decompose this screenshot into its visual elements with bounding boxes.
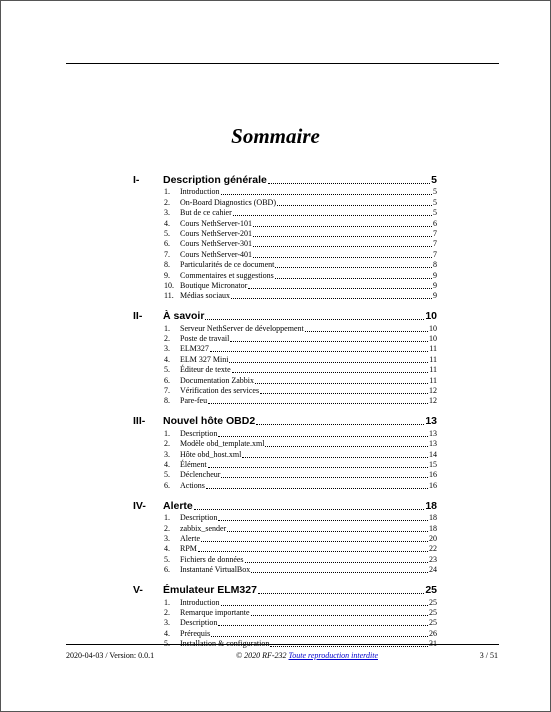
toc-entry-number: 1. — [164, 428, 170, 438]
footer-date-version: 2020-04-03 / Version: 0.0.1 — [66, 651, 155, 660]
toc-entry-page: 25 — [429, 597, 437, 607]
toc-leader-dots — [211, 636, 428, 637]
toc-leader-dots — [218, 436, 428, 437]
toc-leader-dots — [245, 562, 428, 563]
toc-entry-title: Actions — [180, 480, 205, 490]
toc-leader-dots — [253, 236, 432, 237]
toc-section-number: III- — [133, 415, 146, 428]
toc-section-page: 18 — [425, 499, 437, 512]
toc-entry-page: 5 — [433, 208, 437, 218]
toc-entry-number: 7. — [164, 386, 170, 396]
toc-leader-dots — [218, 625, 428, 626]
toc-leader-dots — [255, 383, 428, 384]
toc-entry[interactable] — [133, 353, 437, 363]
toc-leader-dots — [210, 351, 428, 352]
toc-entry-title: Vérification des services — [180, 386, 260, 396]
toc-leader-dots — [270, 646, 428, 647]
toc-entry-number: 3. — [164, 449, 170, 459]
toc-entry-title: ELM 327 Mini — [180, 354, 229, 364]
toc-entry-number: 4. — [164, 544, 170, 554]
toc-entry-title: Alerte — [180, 533, 200, 543]
toc-entry-page: 24 — [429, 565, 437, 575]
toc-entry-title: Prérequis — [180, 628, 211, 638]
toc-leader-dots — [256, 424, 424, 425]
toc-entry-number: 6. — [164, 239, 170, 249]
toc-leader-dots — [305, 331, 428, 332]
toc-entry[interactable] — [133, 269, 437, 279]
toc-entry-page: 23 — [429, 554, 437, 564]
toc-entry-page: 11 — [429, 365, 437, 375]
toc-entry-title: Éditeur de texte — [180, 365, 231, 375]
toc-entry-page: 22 — [429, 544, 437, 554]
toc-entry-page: 11 — [429, 344, 437, 354]
toc-entry[interactable] — [133, 438, 437, 448]
toc-section-page: 5 — [431, 174, 437, 186]
toc-leader-dots — [221, 477, 428, 478]
toc-entry[interactable] — [133, 427, 437, 437]
toc-entry-number: 6. — [164, 565, 170, 575]
toc-section-gap — [133, 405, 437, 413]
toc-entry[interactable] — [133, 259, 437, 269]
toc-entry-number: 5. — [164, 228, 170, 238]
footer-page-number: 3 / 51 — [479, 651, 498, 660]
footer-copyright-text: © 2020 RF-232 — [236, 651, 287, 660]
toc-leader-dots — [277, 205, 432, 206]
toc-entry[interactable] — [133, 228, 437, 238]
toc-section — [133, 582, 437, 648]
toc-entry[interactable] — [133, 196, 437, 206]
header-rule — [66, 63, 499, 64]
toc-entry-number: 6. — [164, 375, 170, 385]
toc-entry-page: 10 — [429, 323, 437, 333]
toc-entry-number: 4. — [164, 354, 170, 364]
toc-leader-dots — [251, 572, 428, 573]
toc-leader-dots — [206, 488, 428, 489]
toc-entry[interactable] — [133, 238, 437, 248]
toc-entry-number: 9. — [164, 270, 170, 280]
toc-leader-dots — [221, 605, 428, 606]
toc-entry[interactable] — [133, 479, 437, 489]
toc-entry[interactable] — [133, 290, 437, 300]
toc-entry[interactable] — [133, 385, 437, 395]
toc-entry-number: 3. — [164, 533, 170, 543]
toc-entry[interactable] — [133, 553, 437, 563]
toc-entry-page: 10 — [429, 334, 437, 344]
toc-entry[interactable] — [133, 512, 437, 522]
toc-leader-dots — [253, 257, 432, 258]
toc-leader-dots — [248, 288, 432, 289]
toc-entry-number: 8. — [164, 260, 170, 270]
toc-entry-number: 4. — [164, 628, 170, 638]
toc-entry-page: 7 — [433, 239, 437, 249]
toc-entry-title: Description — [180, 513, 218, 523]
toc-entry-title: Hôte obd_host.xml — [180, 449, 242, 459]
toc-entry-number: 11. — [164, 291, 174, 301]
toc-section — [133, 498, 437, 582]
toc-entry-page: 5 — [433, 197, 437, 207]
toc-leader-dots — [208, 467, 428, 468]
toc-entry-page: 11 — [429, 354, 437, 364]
toc-leader-dots — [232, 372, 429, 373]
page-title: Sommaire — [231, 124, 320, 148]
toc-entry-title: Élément — [180, 459, 207, 469]
toc-leader-dots — [233, 215, 432, 216]
toc-entry[interactable] — [133, 469, 437, 479]
toc-leader-dots — [258, 593, 424, 594]
toc-section-title: Description générale — [163, 174, 267, 186]
toc-section-heading[interactable] — [133, 308, 437, 322]
toc-entry-title: zabbix_sender — [180, 523, 227, 533]
toc-entry-page: 25 — [429, 607, 437, 617]
toc-entry-page: 7 — [433, 249, 437, 259]
toc-entry-title: Fichiers de données — [180, 554, 244, 564]
toc-entry[interactable] — [133, 564, 437, 574]
toc-entry-title: Particularités de ce document — [180, 260, 275, 270]
toc-entry-page: 20 — [429, 533, 437, 543]
toc-section-gap — [133, 490, 437, 498]
toc-entry[interactable] — [133, 522, 437, 532]
toc-entry-title: Poste de travail — [180, 334, 230, 344]
toc-entry-title: Cours NethServer-301 — [180, 239, 253, 249]
toc-section-number: II- — [133, 310, 143, 323]
toc-entry-page: 12 — [429, 396, 437, 406]
toc-leader-dots — [268, 183, 430, 184]
toc-section — [133, 172, 437, 308]
toc-entry-title: Boutique Micronator — [180, 280, 248, 290]
toc-section-title: Émulateur ELM327 — [163, 584, 257, 597]
toc-entry[interactable] — [133, 333, 437, 343]
toc-entry-title: Cours NethServer-101 — [180, 218, 253, 228]
toc-leader-dots — [275, 278, 432, 279]
toc-entry-number: 3. — [164, 344, 170, 354]
toc-section-heading[interactable] — [133, 413, 437, 427]
toc-entry[interactable] — [133, 280, 437, 290]
toc-entry[interactable] — [133, 459, 437, 469]
toc-entry-page: 9 — [433, 280, 437, 290]
toc-entry[interactable] — [133, 638, 437, 648]
toc-entry[interactable] — [133, 364, 437, 374]
toc-entry-page: 11 — [429, 375, 437, 385]
toc-entry-number: 5. — [164, 365, 170, 375]
toc-leader-dots — [221, 194, 432, 195]
toc-entry-title: Installation & configuration — [180, 639, 270, 649]
toc-section-page: 13 — [425, 415, 437, 428]
table-of-contents — [133, 172, 437, 648]
toc-leader-dots — [231, 298, 432, 299]
toc-entry-number: 5. — [164, 470, 170, 480]
toc-entry-page: 26 — [429, 628, 437, 638]
toc-section-heading[interactable] — [133, 582, 437, 596]
toc-entry[interactable] — [133, 374, 437, 384]
toc-section-gap — [133, 300, 437, 308]
toc-section-number: I- — [133, 174, 140, 186]
toc-entry-title: Pare-feu — [180, 396, 208, 406]
toc-section-title: À savoir — [163, 310, 205, 323]
toc-section-page: 10 — [425, 310, 437, 323]
toc-entry-title: Cours NethServer-201 — [180, 228, 253, 238]
toc-entry-title: Documentation Zabbix — [180, 375, 254, 385]
toc-entry-page: 6 — [433, 218, 437, 228]
toc-entry-number: 5. — [164, 639, 170, 649]
toc-leader-dots — [230, 341, 428, 342]
toc-entry-number: 10. — [164, 280, 174, 290]
toc-entry-number: 1. — [164, 597, 170, 607]
toc-entry-number: 5. — [164, 554, 170, 564]
toc-entry-page: 14 — [429, 449, 437, 459]
toc-section-page: 25 — [425, 584, 437, 597]
toc-entry-page: 16 — [429, 480, 437, 490]
toc-entry-number: 2. — [164, 607, 170, 617]
toc-leader-dots — [227, 531, 428, 532]
toc-section — [133, 308, 437, 413]
toc-leader-dots — [275, 267, 432, 268]
toc-leader-dots — [194, 509, 425, 510]
toc-entry-number: 4. — [164, 218, 170, 228]
toc-leader-dots — [208, 403, 428, 404]
toc-entry-title: Modèle obd_template.xml — [180, 439, 265, 449]
toc-entry-page: 18 — [429, 523, 437, 533]
toc-section — [133, 413, 437, 497]
footer-copyright-link[interactable]: Toute reproduction interdite — [288, 651, 378, 660]
toc-entry-number: 1. — [164, 187, 170, 197]
toc-section-title: Alerte — [163, 499, 193, 512]
toc-entry-page: 13 — [429, 439, 437, 449]
toc-entry-page: 31 — [429, 639, 437, 649]
toc-leader-dots — [205, 319, 424, 320]
toc-leader-dots — [198, 551, 428, 552]
toc-entry[interactable] — [133, 596, 437, 606]
toc-section-gap — [133, 574, 437, 582]
toc-entry-title: Cours NethServer-401 — [180, 249, 253, 259]
toc-entry-number: 1. — [164, 323, 170, 333]
toc-entry-title: Remarque importante — [180, 607, 250, 617]
toc-entry[interactable] — [133, 322, 437, 332]
toc-leader-dots — [242, 457, 428, 458]
toc-entry-page: 15 — [429, 459, 437, 469]
toc-entry-page: 12 — [429, 386, 437, 396]
toc-leader-dots — [218, 520, 428, 521]
toc-entry[interactable] — [133, 395, 437, 405]
toc-leader-dots — [265, 446, 428, 447]
toc-entry[interactable] — [133, 217, 437, 227]
toc-entry-number: 2. — [164, 439, 170, 449]
toc-entry-page: 8 — [433, 260, 437, 270]
toc-entry-title: ELM327 — [180, 344, 209, 354]
toc-entry-title: On-Board Diagnostics (OBD) — [180, 197, 276, 207]
toc-entry-page: 9 — [433, 291, 437, 301]
toc-entry-number: 3. — [164, 208, 170, 218]
toc-leader-dots — [260, 393, 428, 394]
toc-entry[interactable] — [133, 207, 437, 217]
toc-leader-dots — [253, 246, 432, 247]
toc-entry[interactable] — [133, 248, 437, 258]
toc-entry-title: Description — [180, 428, 218, 438]
footer-copyright — [236, 651, 378, 660]
toc-entry-number: 4. — [164, 459, 170, 469]
toc-leader-dots — [229, 362, 428, 363]
toc-entry-title: Serveur NethServer de développement — [180, 323, 304, 333]
toc-entry-title: Commentaires et suggestions — [180, 270, 274, 280]
toc-entry-number: 1. — [164, 513, 170, 523]
toc-entry[interactable] — [133, 617, 437, 627]
footer-rule — [66, 644, 499, 645]
toc-entry-title: But de ce cahier — [180, 208, 232, 218]
toc-entry-page: 7 — [433, 228, 437, 238]
toc-entry-title: Description — [180, 618, 218, 628]
toc-entry-title: Déclencheur — [180, 470, 221, 480]
toc-entry-number: 2. — [164, 334, 170, 344]
toc-leader-dots — [251, 615, 428, 616]
toc-entry[interactable] — [133, 533, 437, 543]
toc-entry-number: 8. — [164, 396, 170, 406]
toc-entry-title: Introduction — [180, 597, 220, 607]
toc-entry-number: 2. — [164, 197, 170, 207]
toc-entry-number: 7. — [164, 249, 170, 259]
toc-entry[interactable] — [133, 627, 437, 637]
toc-section-title: Nouvel hôte OBD2 — [163, 415, 256, 428]
toc-entry-page: 18 — [429, 513, 437, 523]
toc-entry-page: 25 — [429, 618, 437, 628]
toc-entry-title: Instantané VirtualBox — [180, 565, 251, 575]
toc-entry-title: Introduction — [180, 187, 220, 197]
toc-entry[interactable] — [133, 186, 437, 196]
toc-entry-page: 9 — [433, 270, 437, 280]
toc-section-heading[interactable] — [133, 172, 437, 186]
toc-entry-page: 13 — [429, 428, 437, 438]
toc-entry[interactable] — [133, 448, 437, 458]
toc-entry-title: RPM — [180, 544, 197, 554]
toc-entry-title: Médias sociaux — [180, 291, 230, 301]
toc-entry[interactable] — [133, 343, 437, 353]
toc-section-number: V- — [133, 584, 143, 597]
toc-section-number: IV- — [133, 499, 146, 512]
toc-entry-number: 3. — [164, 618, 170, 628]
toc-entry-number: 2. — [164, 523, 170, 533]
toc-entry[interactable] — [133, 543, 437, 553]
toc-section-heading[interactable] — [133, 498, 437, 512]
toc-leader-dots — [201, 541, 428, 542]
toc-leader-dots — [253, 226, 432, 227]
toc-entry-page: 16 — [429, 470, 437, 480]
toc-entry[interactable] — [133, 607, 437, 617]
toc-entry-page: 5 — [433, 187, 437, 197]
toc-entry-number: 6. — [164, 480, 170, 490]
